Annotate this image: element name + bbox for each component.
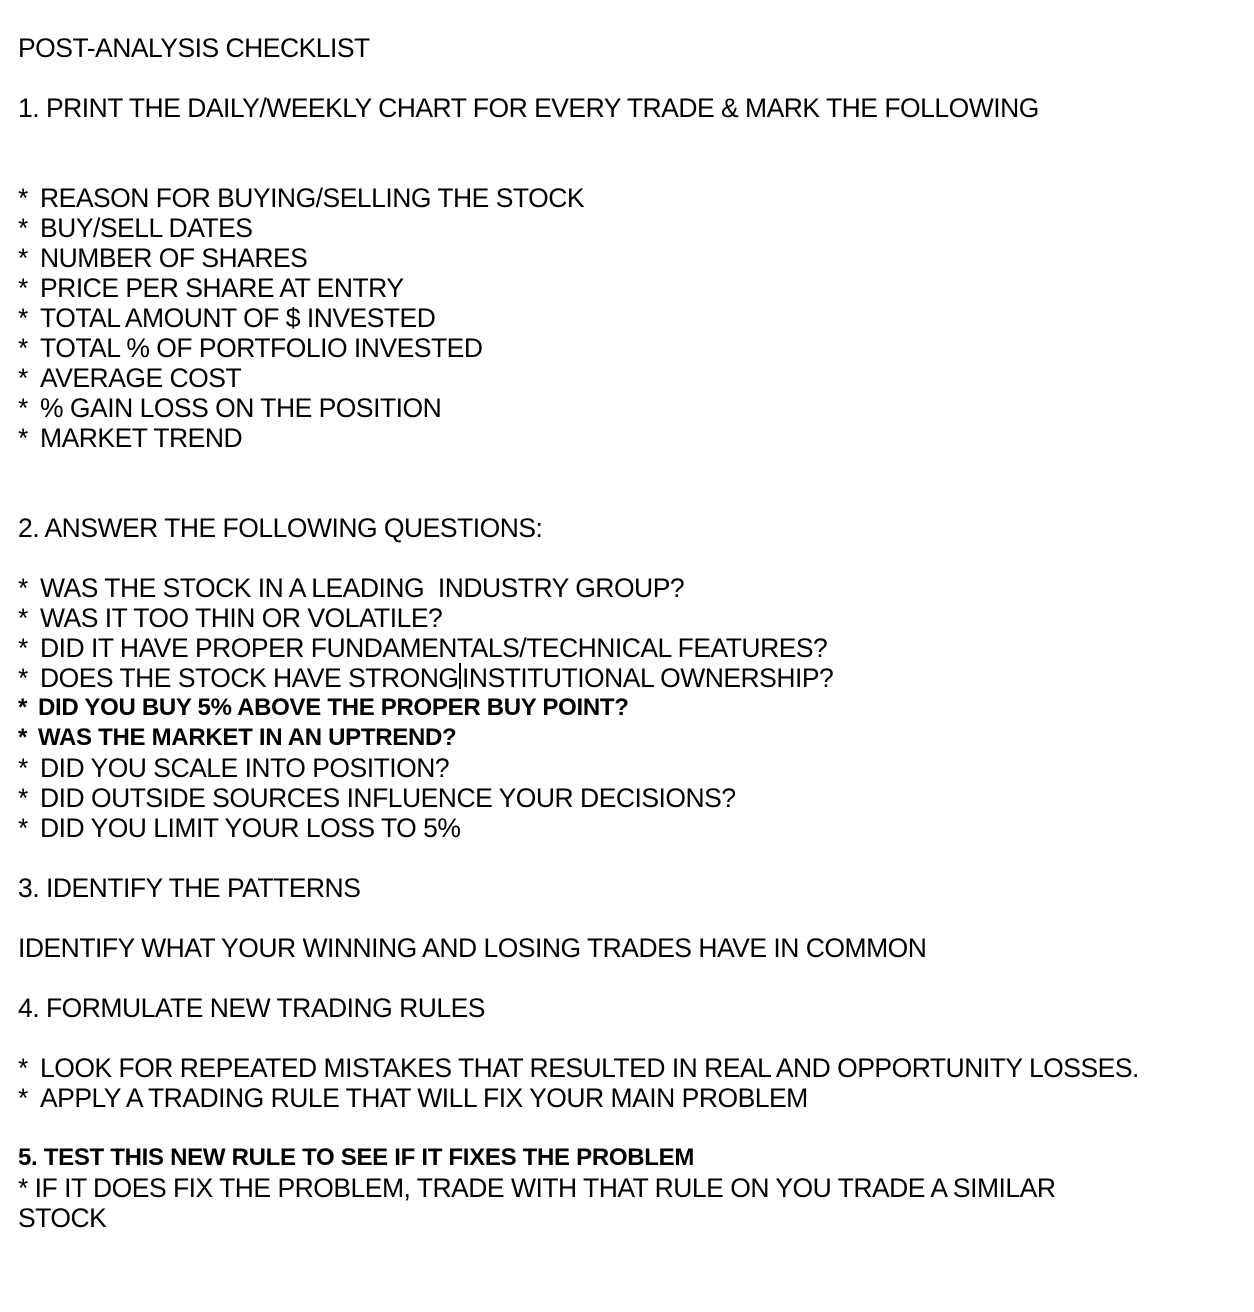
spacer (18, 543, 1238, 573)
list-item-text: DID IT HAVE PROPER FUNDAMENTALS/TECHNICAL FEATURES? (40, 633, 828, 663)
list-item-text: LOOK FOR REPEATED MISTAKES THAT RESULTED IN REAL AND OPPORTUNITY LOSSES. (40, 1053, 1139, 1083)
bullet-marker: * (18, 694, 28, 721)
bullet-marker: * (18, 783, 28, 813)
section-3-body: IDENTIFY WHAT YOUR WINNING AND LOSING TRADES HAVE IN COMMON (18, 933, 927, 963)
list-item (18, 1083, 1238, 1113)
bullet-marker: * (18, 813, 28, 843)
spacer (18, 1023, 1238, 1053)
list-item (18, 273, 1238, 303)
list-item-text: DID YOU LIMIT YOUR LOSS TO 5% (40, 813, 461, 843)
list-item-text: WAS THE MARKET IN AN UPTREND? (38, 724, 457, 751)
bullet-marker: * (18, 573, 28, 603)
bullet-marker: * (18, 633, 28, 663)
list-item-text: NUMBER OF SHARES (40, 243, 308, 273)
list-item-text: % GAIN LOSS ON THE POSITION (40, 393, 442, 423)
list-item (18, 813, 1238, 843)
section-2-list (18, 573, 1238, 843)
list-item (18, 783, 1238, 813)
bullet-marker: * (18, 1053, 28, 1083)
bullet-marker: * (18, 423, 28, 453)
list-item (18, 303, 1238, 333)
section-4-list (18, 1053, 1238, 1113)
list-item (18, 663, 1238, 693)
list-item (18, 183, 1238, 213)
list-item (18, 753, 1238, 783)
list-item-text: TOTAL AMOUNT OF $ INVESTED (40, 303, 436, 333)
section-1-heading: 1. PRINT THE DAILY/WEEKLY CHART FOR EVERY TRADE & MARK THE FOLLOWING (18, 93, 1039, 123)
list-item-text: DID YOU BUY 5% ABOVE THE PROPER BUY POINT? (38, 694, 629, 721)
list-item (18, 333, 1238, 363)
list-item (18, 573, 1238, 603)
bullet-marker: * (18, 303, 28, 333)
list-item-text: DID YOU SCALE INTO POSITION? (40, 753, 450, 783)
spacer (18, 903, 1238, 933)
bullet-marker: * (18, 363, 28, 393)
bullet-marker: * (18, 663, 28, 693)
list-item-text: DID OUTSIDE SOURCES INFLUENCE YOUR DECISIONS? (40, 783, 736, 813)
list-item-bold (18, 693, 1238, 723)
document-title: POST-ANALYSIS CHECKLIST (18, 33, 370, 63)
list-item (18, 213, 1238, 243)
list-item (18, 393, 1238, 423)
section-5-heading: 5. TEST THIS NEW RULE TO SEE IF IT FIXES THE PROBLEM (18, 1144, 695, 1171)
spacer (18, 1113, 1238, 1143)
bullet-marker: * (18, 273, 28, 303)
list-item (18, 633, 1238, 663)
bullet-marker: * (18, 393, 28, 423)
list-item (18, 1053, 1238, 1083)
section-4-heading: 4. FORMULATE NEW TRADING RULES (18, 993, 485, 1023)
list-item-text: AVERAGE COST (40, 363, 242, 393)
bullet-marker: * (18, 603, 28, 633)
list-item-text: REASON FOR BUYING/SELLING THE STOCK (40, 183, 585, 213)
spacer (18, 123, 1238, 183)
list-item (18, 363, 1238, 393)
bullet-marker: * (18, 1083, 28, 1113)
text-cursor-icon (459, 663, 461, 689)
section-5-body: * IF IT DOES FIX THE PROBLEM, TRADE WITH THAT RULE ON YOU TRADE A SIMILAR STOCK (18, 1173, 1056, 1233)
list-item-text: PRICE PER SHARE AT ENTRY (40, 273, 404, 303)
spacer (18, 63, 1238, 93)
list-item-text: WAS THE STOCK IN A LEADING INDUSTRY GROUP? (40, 573, 685, 603)
section-3-heading: 3. IDENTIFY THE PATTERNS (18, 873, 361, 903)
section-2-heading: 2. ANSWER THE FOLLOWING QUESTIONS: (18, 513, 543, 543)
bullet-marker: * (18, 243, 28, 273)
spacer (18, 843, 1238, 873)
list-item-bold (18, 723, 1238, 753)
list-item-text: BUY/SELL DATES (40, 213, 253, 243)
spacer (18, 963, 1238, 993)
list-item-text-part: INSTITUTIONAL OWNERSHIP? (461, 663, 834, 693)
list-item-text: APPLY A TRADING RULE THAT WILL FIX YOUR MAIN PROBLEM (40, 1083, 808, 1113)
list-item-text-part: DOES THE STOCK HAVE STRONG (40, 663, 459, 693)
list-item-text: WAS IT TOO THIN OR VOLATILE? (40, 603, 443, 633)
bullet-marker: * (18, 724, 28, 751)
bullet-marker: * (18, 183, 28, 213)
bullet-marker: * (18, 213, 28, 243)
spacer (18, 453, 1238, 513)
list-item (18, 423, 1238, 453)
list-item-text: TOTAL % OF PORTFOLIO INVESTED (40, 333, 483, 363)
list-item (18, 603, 1238, 633)
list-item (18, 243, 1238, 273)
section-1-list (18, 183, 1238, 453)
document-body (18, 33, 1238, 1233)
list-item-text: MARKET TREND (40, 423, 243, 453)
bullet-marker: * (18, 753, 28, 783)
bullet-marker: * (18, 333, 28, 363)
